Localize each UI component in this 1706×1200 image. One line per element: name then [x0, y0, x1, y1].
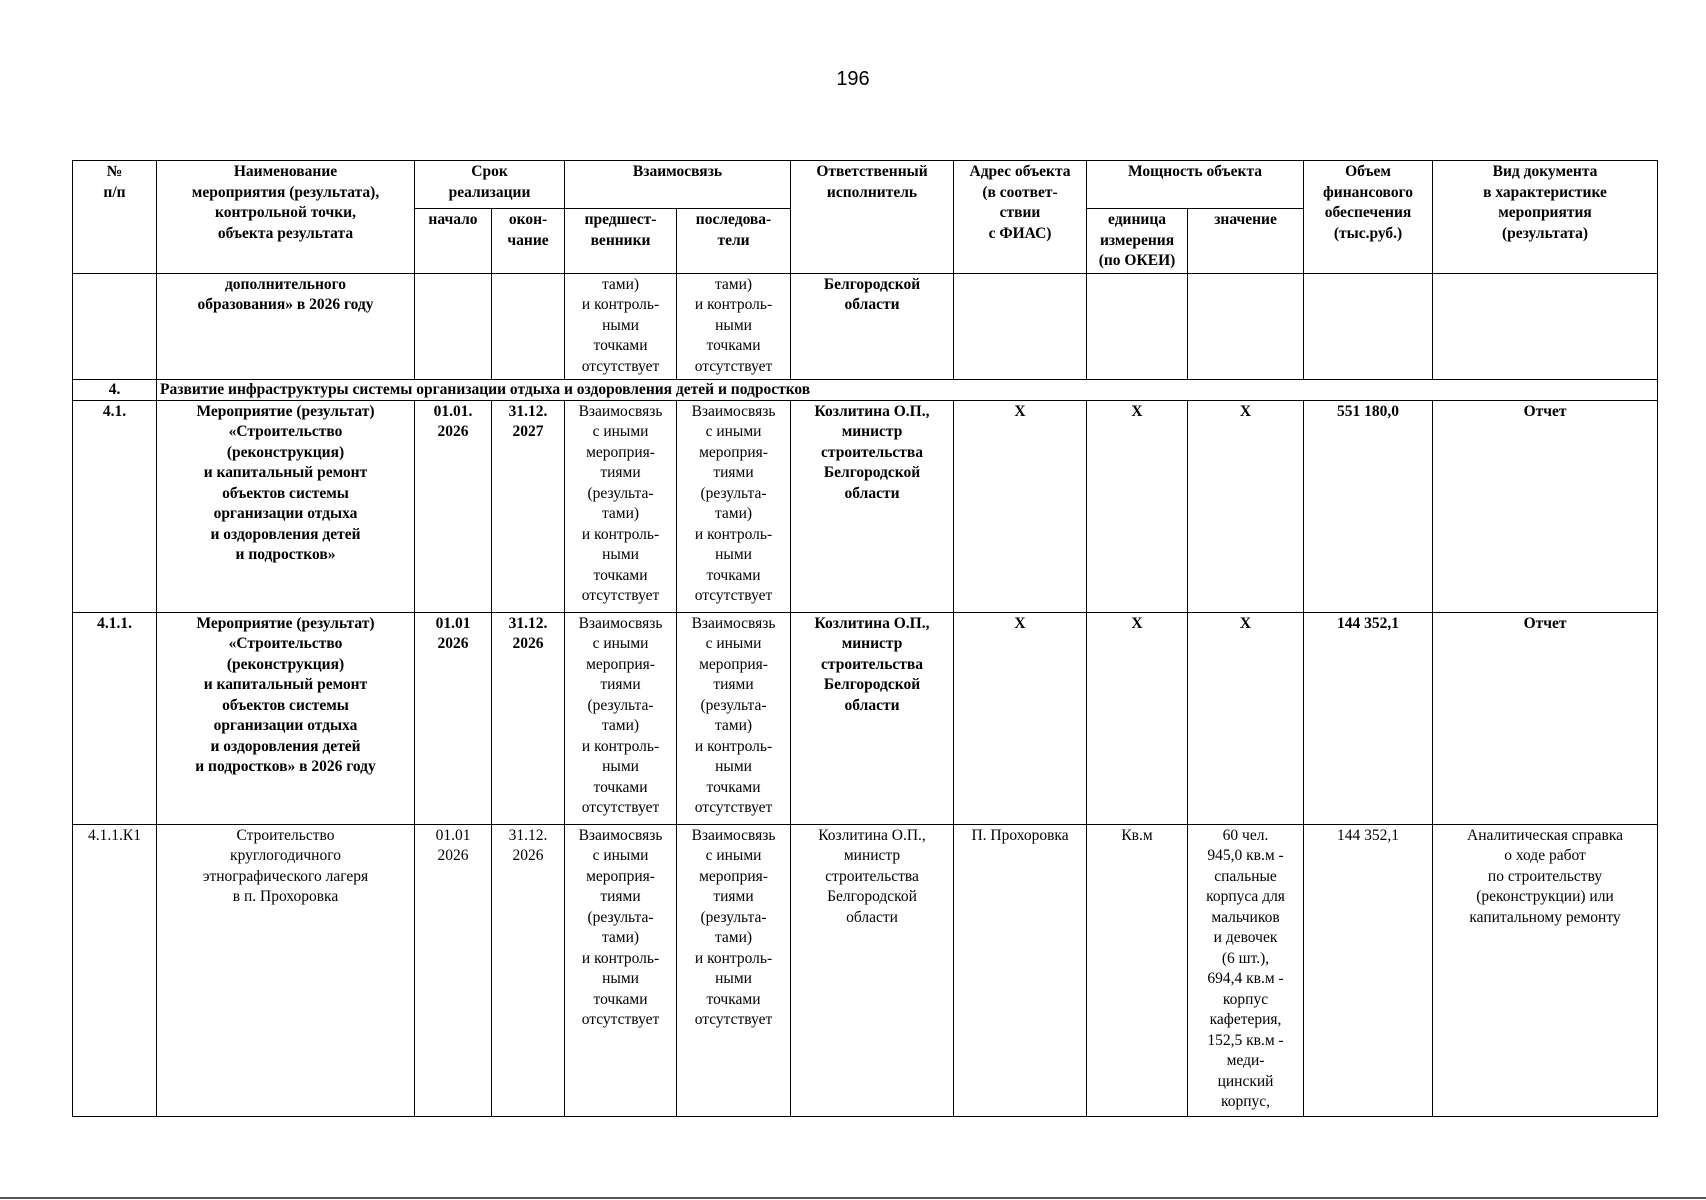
cell-address [954, 273, 1087, 379]
scan-edge-line [0, 1197, 1706, 1199]
cell-address: Х [954, 612, 1087, 824]
cell-responsible: Козлитина О.П., министр строительства Белгородской области [791, 400, 954, 612]
cell-end: 31.12. 2027 [492, 400, 565, 612]
cell-successors: Взаимосвязь с иными мероприя- тиями (результа- тами) и контроль- ными точками отсутствует [677, 400, 791, 612]
cell-responsible: Козлитина О.П., министр строительства Белгородской области [791, 824, 954, 1116]
cell-unit [1087, 273, 1188, 379]
section-title: Развитие инфраструктуры системы организации отдыха и оздоровления детей и подростков [157, 379, 1658, 400]
header-capacity: Мощность объекта [1087, 161, 1304, 209]
header-finance: Объем финансового обеспечения (тыс.руб.) [1304, 161, 1433, 274]
cell-value: Х [1188, 612, 1304, 824]
cell-responsible: Козлитина О.П., министр строительства Белгородской области [791, 612, 954, 824]
header-name: Наименование мероприятия (результата), контрольной точки, объекта результата [157, 161, 415, 274]
cell-successors: тами) и контроль- ными точками отсутствует [677, 273, 791, 379]
cell-successors: Взаимосвязь с иными мероприя- тиями (результа- тами) и контроль- ными точками отсутствует [677, 612, 791, 824]
cell-name: дополнительного образования» в 2026 году [157, 273, 415, 379]
cell-finance: 144 352,1 [1304, 824, 1433, 1116]
cell-value: Х [1188, 400, 1304, 612]
cell-start: 01.01 2026 [415, 612, 492, 824]
cell-num: 4.1. [73, 400, 157, 612]
cell-predecessors: Взаимосвязь с иными мероприя- тиями (результа- тами) и контроль- ными точками отсутствует [565, 612, 677, 824]
table-row [73, 824, 1658, 1116]
cell-successors: Взаимосвязь с иными мероприя- тиями (результа- тами) и контроль- ными точками отсутствует [677, 824, 791, 1116]
header-doc-type: Вид документа в характеристике мероприятия (результата) [1433, 161, 1658, 274]
table-row [73, 400, 1658, 612]
cell-doc [1433, 273, 1658, 379]
cell-unit: Х [1087, 400, 1188, 612]
table-row [73, 273, 1658, 379]
header-responsible: Ответственный исполнитель [791, 161, 954, 274]
header-address: Адрес объекта (в соответ- ствии с ФИАС) [954, 161, 1087, 274]
table-header [73, 161, 1658, 274]
cell-name: Мероприятие (результат) «Строительство (реконструкция) и капитальный ремонт объектов системы организации отдыха и оздоровления детей и подростков» [157, 400, 415, 612]
cell-doc: Аналитическая справка о ходе работ по строительству (реконструкции) или капитальному ремонту [1433, 824, 1658, 1116]
cell-finance: 551 180,0 [1304, 400, 1433, 612]
header-num: № п/п [73, 161, 157, 274]
cell-num: 4.1.1. [73, 612, 157, 824]
header-capacity-unit: единица измерения (по ОКЕИ) [1087, 209, 1188, 274]
cell-name: Строительство круглогодичного этнографического лагеря в п. Прохоровка [157, 824, 415, 1116]
cell-predecessors: Взаимосвязь с иными мероприя- тиями (результа- тами) и контроль- ными точками отсутствует [565, 824, 677, 1116]
cell-end [492, 273, 565, 379]
header-term-end: окон- чание [492, 209, 565, 274]
cell-start: 01.01 2026 [415, 824, 492, 1116]
cell-unit: Х [1087, 612, 1188, 824]
activities-table [72, 160, 1658, 1117]
cell-end: 31.12. 2026 [492, 612, 565, 824]
cell-address: П. Прохоровка [954, 824, 1087, 1116]
section-row [73, 379, 1658, 400]
cell-finance [1304, 273, 1433, 379]
cell-name: Мероприятие (результат) «Строительство (реконструкция) и капитальный ремонт объектов системы организации отдыха и оздоровления детей и подростков» в 2026 году [157, 612, 415, 824]
header-capacity-value: значение [1188, 209, 1304, 274]
header-link: Взаимосвязь [565, 161, 791, 209]
cell-address: Х [954, 400, 1087, 612]
header-term-start: начало [415, 209, 492, 274]
header-link-next: последова- тели [677, 209, 791, 274]
cell-num: 4.1.1.К1 [73, 824, 157, 1116]
section-num: 4. [73, 379, 157, 400]
cell-finance: 144 352,1 [1304, 612, 1433, 824]
cell-doc: Отчет [1433, 612, 1658, 824]
cell-doc: Отчет [1433, 400, 1658, 612]
header-term: Срок реализации [415, 161, 565, 209]
cell-value [1188, 273, 1304, 379]
header-link-pred: предшест- венники [565, 209, 677, 274]
cell-unit: Кв.м [1087, 824, 1188, 1116]
table-row [73, 612, 1658, 824]
cell-predecessors: Взаимосвязь с иными мероприя- тиями (результа- тами) и контроль- ными точками отсутствует [565, 400, 677, 612]
page-number: 196 [836, 68, 870, 90]
cell-end: 31.12. 2026 [492, 824, 565, 1116]
cell-value: 60 чел. 945,0 кв.м - спальные корпуса для мальчиков и девочек (6 шт.), 694,4 кв.м - корпус кафетерия, 152,5 кв.м - меди- цинский корпус, [1188, 824, 1304, 1116]
cell-start [415, 273, 492, 379]
cell-responsible: Белгородской области [791, 273, 954, 379]
cell-predecessors: тами) и контроль- ными точками отсутствует [565, 273, 677, 379]
cell-num [73, 273, 157, 379]
cell-start: 01.01. 2026 [415, 400, 492, 612]
